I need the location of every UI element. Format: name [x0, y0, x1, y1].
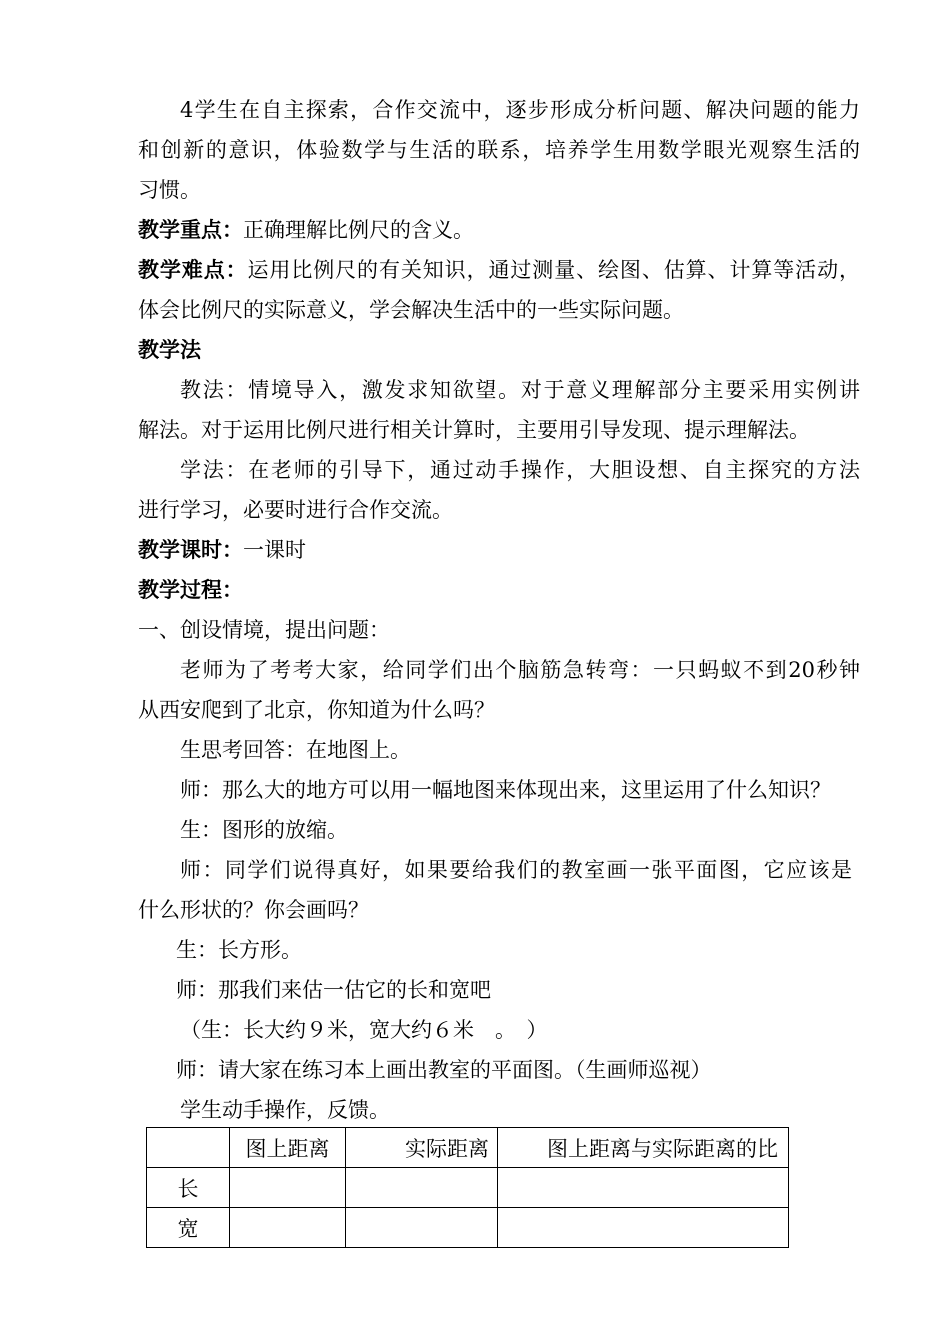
table-row — [147, 1208, 789, 1248]
table-cell: 宽 — [147, 1208, 230, 1248]
teaching-method-line2: 解法。对于运用比例尺进行相关计算时，主要用引导发现、提示理解法。 — [138, 418, 810, 442]
table-cell — [230, 1168, 346, 1208]
dialogue-1-line2: 从西安爬到了北京，你知道为什么吗？ — [138, 698, 495, 722]
dialogue-5-line1: 师：同学们说得真好，如果要给我们的教室画一张平面图，它应该是 — [180, 858, 852, 882]
table-header-cell: 实际距离 — [346, 1128, 498, 1168]
section1-title: 一、创设情境，提出问题： — [138, 618, 390, 642]
teaching-method-line1: 教法：情境导入，激发求知欲望。对于意义理解部分主要采用实例讲 — [180, 378, 860, 402]
table-cell — [346, 1168, 498, 1208]
dialogue-1-line1: 老师为了考考大家，给同学们出个脑筋急转弯：一只蚂蚁不到20秒钟 — [180, 658, 860, 682]
table-row — [147, 1168, 789, 1208]
table-cell — [230, 1208, 346, 1248]
key-point-text: 正确理解比例尺的含义。 — [243, 218, 474, 242]
dialogue-5-line2: 什么形状的？你会画吗？ — [138, 898, 369, 922]
dialogue-8: （生：长大约９米，宽大约６米 。 ） — [180, 1018, 548, 1042]
table-cell: 长 — [147, 1168, 230, 1208]
methods-heading: 教学法 — [138, 338, 201, 362]
dialogue-6: 生：长方形。 — [176, 938, 302, 962]
periods-paragraph — [138, 536, 860, 564]
dialogue-9: 师：请大家在练习本上画出教室的平面图。（生画师巡视） — [176, 1058, 712, 1082]
table-cell — [346, 1208, 498, 1248]
table-header-row — [147, 1128, 789, 1168]
distance-ratio-table — [146, 1127, 789, 1248]
dialogue-3: 师：那么大的地方可以用一幅地图来体现出来，这里运用了什么知识？ — [180, 778, 831, 802]
goal4-line3: 习惯。 — [138, 178, 201, 202]
table-cell — [498, 1208, 789, 1248]
learning-method-line1: 学法：在老师的引导下，通过动手操作，大胆设想、自主探究的方法 — [180, 458, 860, 482]
difficulty-text-1: 运用比例尺的有关知识，通过测量、绘图、估算、计算等活动， — [247, 258, 860, 282]
learning-method-line2: 进行学习，必要时进行合作交流。 — [138, 498, 453, 522]
dialogue-7: 师：那我们来估一估它的长和宽吧 — [176, 978, 491, 1002]
process-heading: 教学过程： — [138, 578, 243, 602]
periods-text: 一课时 — [243, 538, 306, 562]
difficulty-label: 教学难点： — [138, 258, 248, 282]
difficulty-line2: 体会比例尺的实际意义，学会解决生活中的一些实际问题。 — [138, 298, 684, 322]
table-header-cell: 图上距离 — [230, 1128, 346, 1168]
key-point-label: 教学重点： — [138, 218, 243, 242]
goal4-line2: 和创新的意识，体验数学与生活的联系，培养学生用数学眼光观察生活的 — [138, 138, 860, 162]
table-header-cell: 图上距离与实际距离的比 — [498, 1128, 789, 1168]
dialogue-4: 生：图形的放缩。 — [180, 818, 348, 842]
dialogue-10: 学生动手操作，反馈。 — [180, 1098, 390, 1122]
difficulty-line1 — [138, 256, 860, 284]
dialogue-2: 生思考回答：在地图上。 — [180, 738, 411, 762]
periods-label: 教学课时： — [138, 538, 243, 562]
table-cell — [498, 1168, 789, 1208]
key-point-paragraph — [138, 216, 860, 244]
goal4-line1: 4学生在自主探索，合作交流中，逐步形成分析问题、解决问题的能力 — [180, 98, 860, 122]
table-header-cell — [147, 1128, 230, 1168]
